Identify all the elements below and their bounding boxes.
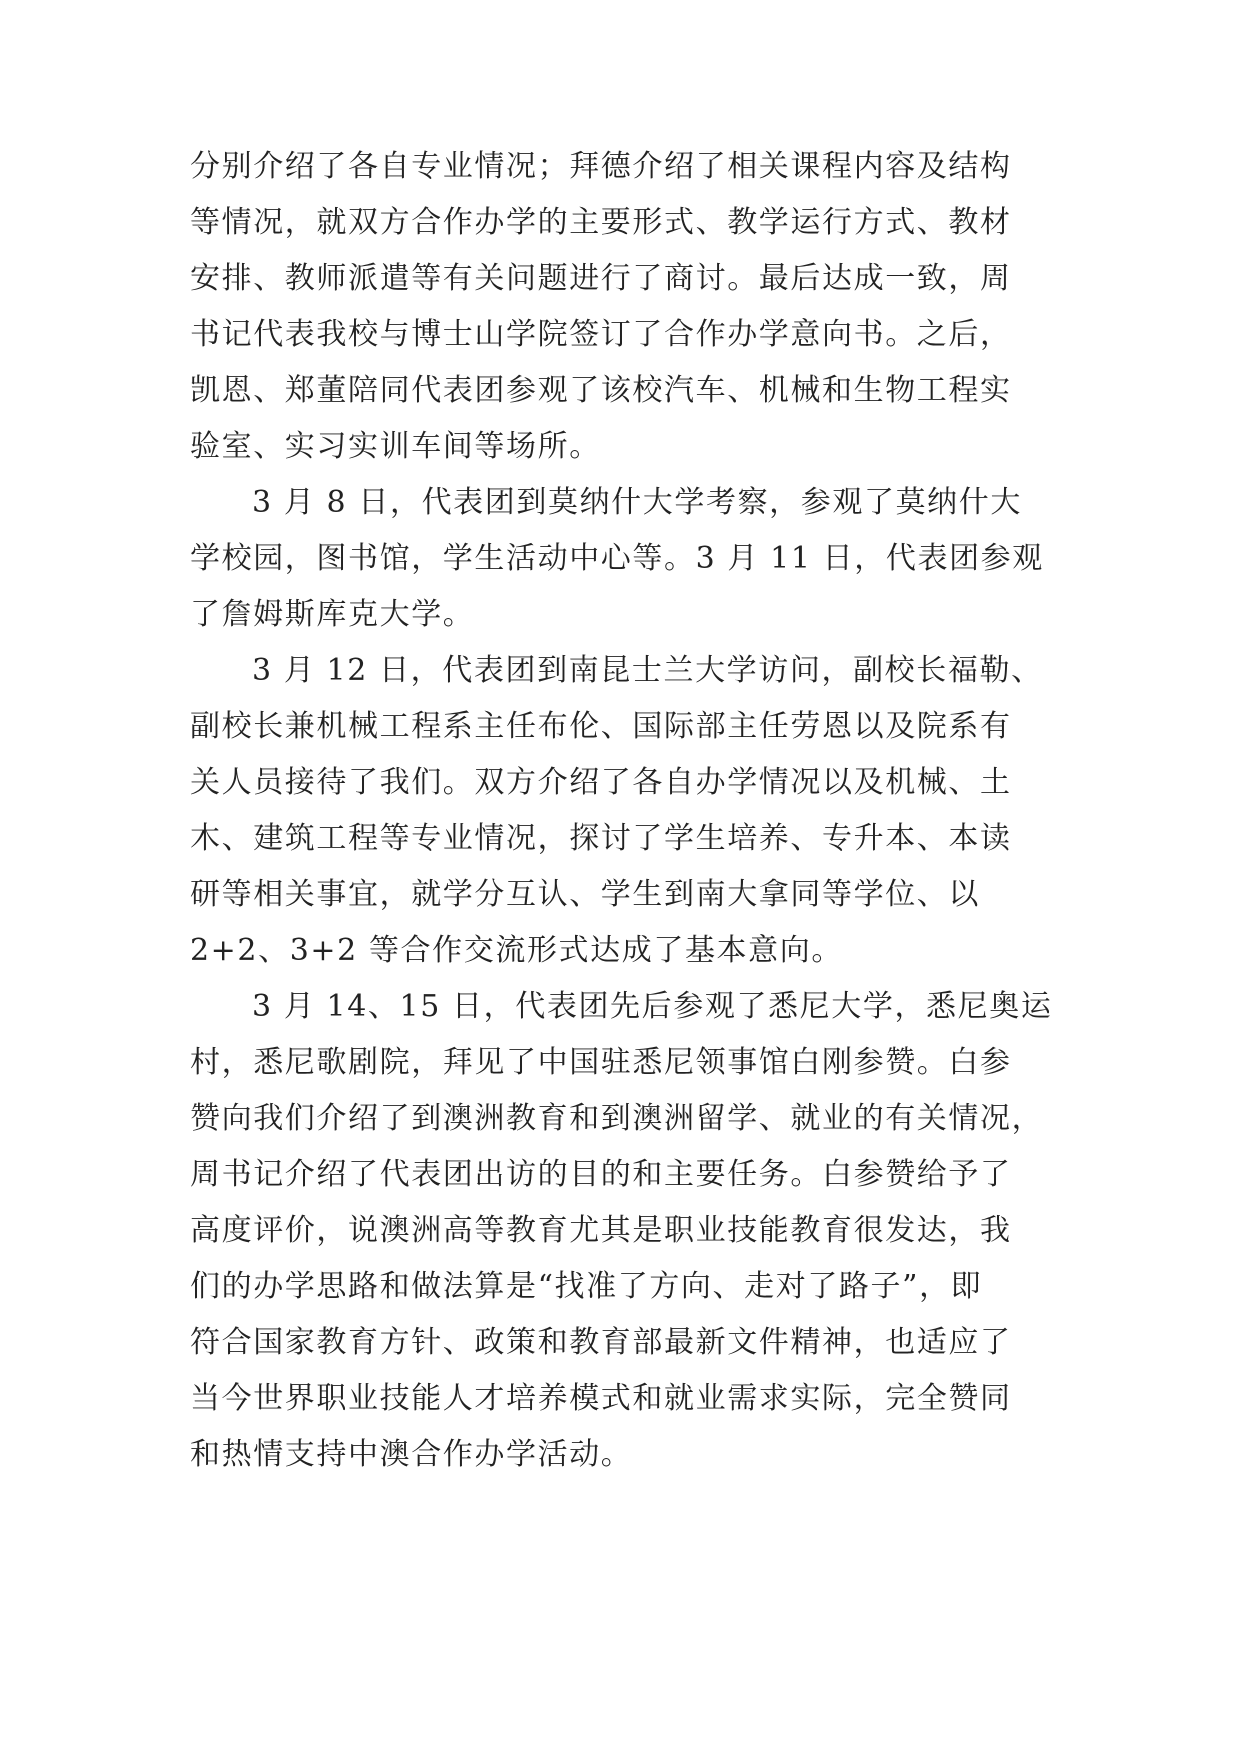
paragraph-line: 验室、实习实训车间等场所。 <box>190 429 601 464</box>
paragraph-line: 当今世界职业技能人才培养模式和就业需求实际，完全赞同 <box>190 1381 1012 1416</box>
paragraph-line: 2+2、3+2 等合作交流形式达成了基本意向。 <box>190 933 843 968</box>
paragraph-line: 赞向我们介绍了到澳洲教育和到澳洲留学、就业的有关情况， <box>190 1101 1044 1136</box>
paragraph-line: 关人员接待了我们。双方介绍了各自办学情况以及机械、土 <box>190 765 1012 800</box>
paragraph-line: 们的办学思路和做法算是“找准了方向、走对了路子”，即 <box>190 1269 983 1304</box>
paragraph-line: 和热情支持中澳合作办学活动。 <box>190 1437 633 1472</box>
paragraph-line: 高度评价，说澳洲高等教育尤其是职业技能教育很发达，我 <box>190 1213 1012 1248</box>
paragraph-line: 书记代表我校与博士山学院签订了合作办学意向书。之后， <box>190 317 1012 352</box>
paragraph-line: 等情况，就双方合作办学的主要形式、教学运行方式、教材 <box>190 205 1012 240</box>
paragraph-line: 村，悉尼歌剧院，拜见了中国驻悉尼领事馆白刚参赞。白参 <box>190 1045 1012 1080</box>
paragraph-line: 分别介绍了各自专业情况；拜德介绍了相关课程内容及结构 <box>190 149 1012 184</box>
paragraph-line: 木、建筑工程等专业情况，探讨了学生培养、专升本、本读 <box>190 821 1012 856</box>
paragraph-line: 3 月 14、15 日，代表团先后参观了悉尼大学，悉尼奥运 <box>252 989 1053 1024</box>
paragraph-line: 副校长兼机械工程系主任布伦、国际部主任劳恩以及院系有 <box>190 709 1012 744</box>
paragraph-line: 了詹姆斯库克大学。 <box>190 597 475 632</box>
paragraph-line: 符合国家教育方针、政策和教育部最新文件精神，也适应了 <box>190 1325 1012 1360</box>
paragraph-line: 周书记介绍了代表团出访的目的和主要任务。白参赞给予了 <box>190 1157 1012 1192</box>
paragraph-line: 研等相关事宜，就学分互认、学生到南大拿同等学位、以 <box>190 877 980 912</box>
paragraph-line: 安排、教师派遣等有关问题进行了商讨。最后达成一致，周 <box>190 261 1012 296</box>
paragraph-line: 3 月 12 日，代表团到南昆士兰大学访问，副校长福勒、 <box>252 653 1043 688</box>
paragraph-line: 学校园，图书馆，学生活动中心等。3 月 11 日，代表团参观 <box>190 541 1044 576</box>
paragraph-line: 3 月 8 日，代表团到莫纳什大学考察，参观了莫纳什大 <box>252 485 1022 520</box>
paragraph-line: 凯恩、郑董陪同代表团参观了该校汽车、机械和生物工程实 <box>190 373 1012 408</box>
